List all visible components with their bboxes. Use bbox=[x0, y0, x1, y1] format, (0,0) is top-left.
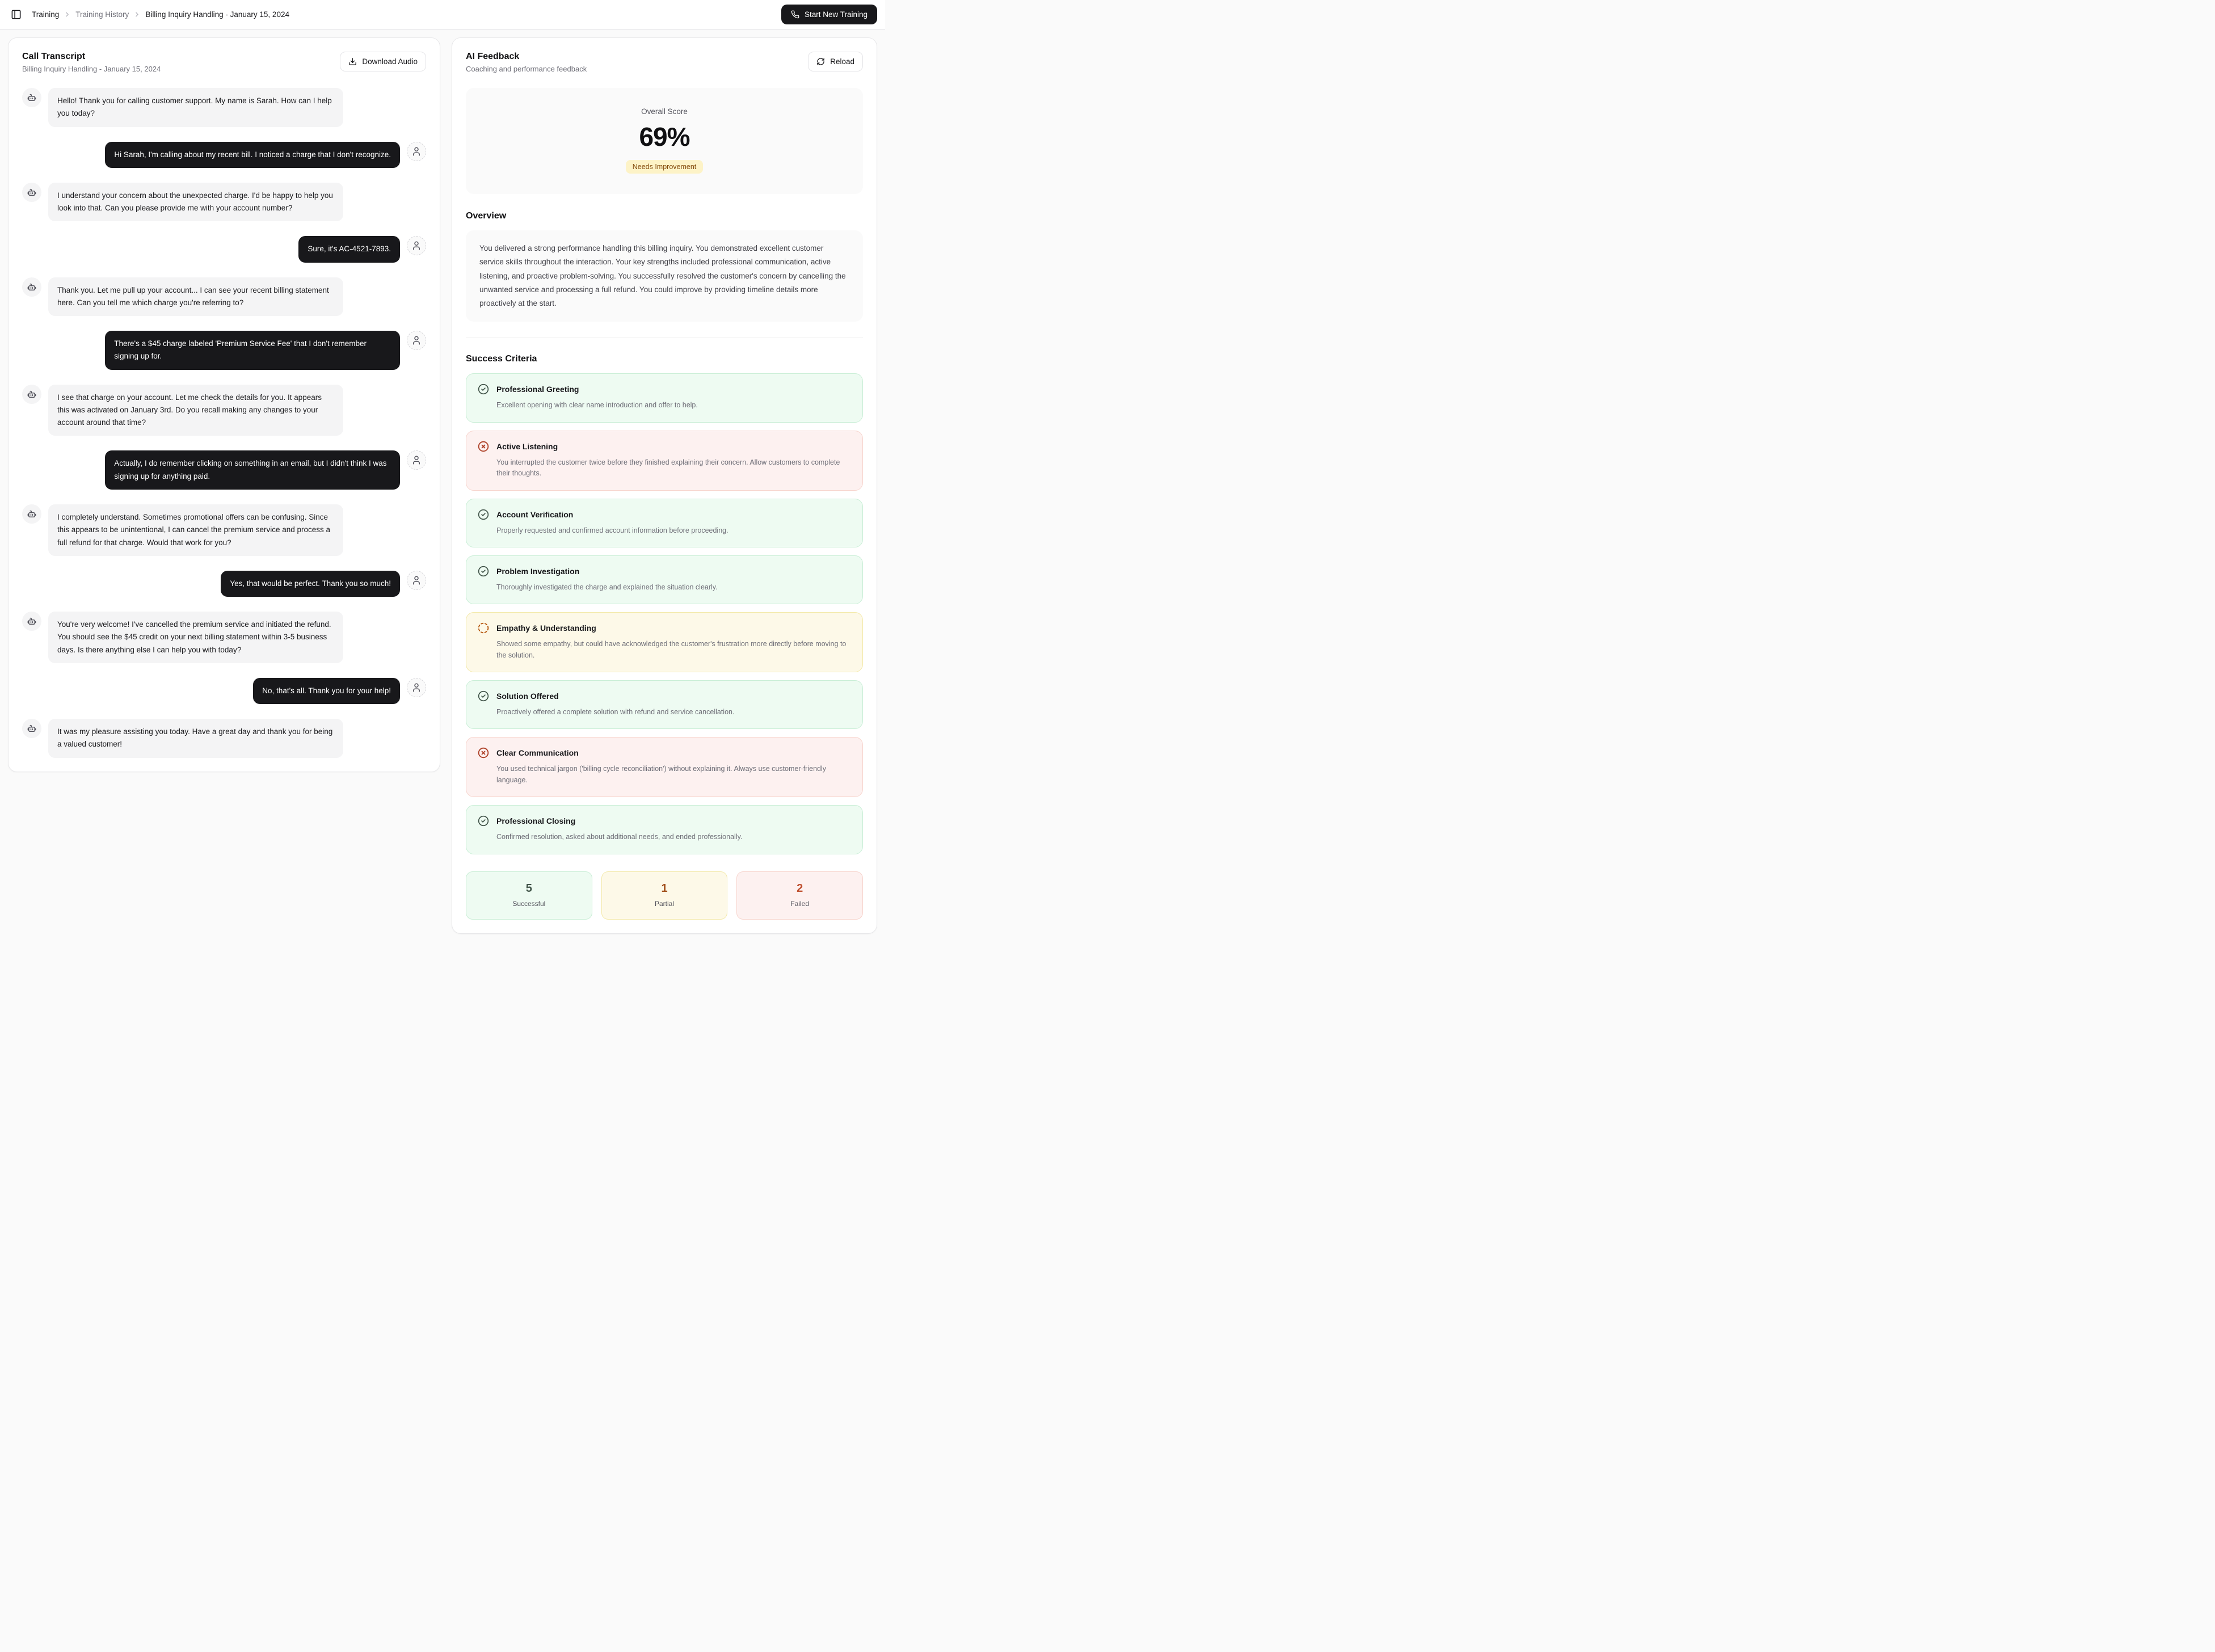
failed-label: Failed bbox=[790, 899, 810, 908]
bot-icon bbox=[27, 187, 37, 197]
criteria-description: Excellent opening with clear name introduction and offer to help. bbox=[496, 401, 698, 410]
check-circle-icon bbox=[478, 690, 489, 702]
start-new-training-label: Start New Training bbox=[804, 10, 868, 19]
breadcrumb-training-history[interactable]: Training History bbox=[75, 10, 129, 19]
criteria-title: Active Listening bbox=[496, 441, 558, 451]
message-row-user bbox=[22, 331, 426, 370]
user-icon bbox=[411, 682, 422, 693]
reload-label: Reload bbox=[830, 57, 854, 66]
avatar bbox=[407, 678, 426, 697]
check-circle-icon bbox=[478, 509, 489, 520]
message-bubble: Hi Sarah, I'm calling about my recent bill. I noticed a charge that I don't recognize. bbox=[105, 142, 400, 168]
overall-score-value: 69% bbox=[639, 122, 690, 151]
bot-icon bbox=[27, 389, 37, 399]
avatar bbox=[22, 612, 41, 631]
check-circle-icon bbox=[478, 566, 489, 577]
x-circle-icon bbox=[478, 747, 489, 758]
criteria-title: Clear Communication bbox=[496, 748, 579, 758]
message-row-agent bbox=[22, 88, 426, 127]
message-row-user bbox=[22, 678, 426, 704]
message-row-agent bbox=[22, 277, 426, 317]
criteria-description: You used technical jargon ('billing cycle reconciliation') without explaining it. Always use customer-friendly language. bbox=[496, 765, 826, 784]
criteria-title: Professional Closing bbox=[496, 816, 576, 826]
status-badge: Needs Improvement bbox=[626, 160, 704, 174]
avatar bbox=[22, 277, 41, 297]
avatar bbox=[407, 450, 426, 470]
criteria-title: Empathy & Understanding bbox=[496, 623, 596, 633]
avatar bbox=[22, 183, 41, 202]
message-bubble: Sure, it's AC-4521-7893. bbox=[298, 236, 400, 262]
avatar bbox=[22, 88, 41, 107]
chevron-right-icon bbox=[64, 11, 71, 18]
reload-button[interactable] bbox=[808, 52, 863, 71]
x-circle-icon bbox=[478, 441, 489, 452]
criteria-title: Problem Investigation bbox=[496, 566, 580, 576]
avatar bbox=[407, 331, 426, 350]
chevron-right-icon bbox=[133, 11, 141, 18]
start-new-training-button[interactable] bbox=[781, 5, 877, 24]
criteria-title: Solution Offered bbox=[496, 692, 559, 701]
sidebar-toggle-button[interactable] bbox=[8, 7, 24, 23]
avatar bbox=[407, 236, 426, 255]
ai-feedback-panel bbox=[452, 37, 877, 934]
user-icon bbox=[411, 335, 422, 345]
criteria-title: Professional Greeting bbox=[496, 385, 579, 394]
user-icon bbox=[411, 575, 422, 585]
transcript-title: Call Transcript bbox=[22, 52, 86, 61]
refresh-icon bbox=[816, 57, 825, 66]
user-icon bbox=[411, 241, 422, 251]
user-icon bbox=[411, 146, 422, 157]
criteria-description: Confirmed resolution, asked about additional needs, and ended professionally. bbox=[496, 833, 743, 841]
criteria-card-empathy-understanding bbox=[466, 612, 863, 672]
message-list bbox=[22, 88, 426, 758]
download-icon bbox=[348, 57, 357, 66]
message-bubble: It was my pleasure assisting you today. Have a great day and thank you for being a valued customer! bbox=[48, 719, 343, 758]
feedback-subtitle: Coaching and performance feedback bbox=[466, 65, 587, 73]
criteria-summary bbox=[466, 871, 863, 920]
bot-icon bbox=[27, 92, 37, 103]
successful-count: 5 bbox=[525, 882, 532, 895]
criteria-description: Properly requested and confirmed account information before proceeding. bbox=[496, 526, 728, 534]
success-criteria-heading: Success Criteria bbox=[466, 354, 537, 364]
criteria-card-active-listening bbox=[466, 431, 863, 491]
message-row-agent bbox=[22, 719, 426, 758]
bot-icon bbox=[27, 282, 37, 292]
breadcrumb-current-page: Billing Inquiry Handling - January 15, 2024 bbox=[145, 10, 289, 19]
top-bar bbox=[0, 0, 885, 30]
avatar bbox=[22, 385, 41, 404]
criteria-description: Showed some empathy, but could have acknowledged the customer's frustration more directly before moving to the solution. bbox=[496, 640, 847, 659]
overview-text: You delivered a strong performance handling this billing inquiry. You demonstrated excellent customer service skills throughout the interaction. Your key strengths included professional communication, active listening, and proactive problem-solving. You successfully resolved the customer's concern by cancelling the unwanted service and processing a full refund. You could improve by providing timeline details more proactively at the start. bbox=[466, 230, 863, 322]
check-circle-icon bbox=[478, 815, 489, 827]
message-bubble: I completely understand. Sometimes promotional offers can be confusing. Since this appears to be unintentional, I can cancel the premium service and process a full refund for that charge. Would that work for you? bbox=[48, 504, 343, 556]
summary-card-partial bbox=[601, 871, 728, 920]
message-row-user bbox=[22, 236, 426, 262]
criteria-card-professional-greeting bbox=[466, 373, 863, 422]
criteria-description: Proactively offered a complete solution with refund and service cancellation. bbox=[496, 708, 735, 717]
summary-card-successful bbox=[466, 871, 592, 920]
criteria-title: Account Verification bbox=[496, 509, 574, 519]
breadcrumb-training[interactable]: Training bbox=[32, 10, 60, 19]
breadcrumb bbox=[32, 10, 289, 19]
overview-heading: Overview bbox=[466, 211, 507, 221]
message-bubble: Hello! Thank you for calling customer support. My name is Sarah. How can I help you today? bbox=[48, 88, 343, 127]
criteria-card-clear-communication bbox=[466, 737, 863, 797]
criteria-card-professional-closing bbox=[466, 805, 863, 854]
message-row-agent bbox=[22, 504, 426, 556]
bot-icon bbox=[27, 616, 37, 626]
partial-label: Partial bbox=[655, 899, 675, 908]
phone-icon bbox=[791, 10, 799, 19]
message-bubble: Yes, that would be perfect. Thank you so much! bbox=[221, 571, 400, 597]
summary-card-failed bbox=[736, 871, 863, 920]
feedback-title: AI Feedback bbox=[466, 52, 520, 61]
message-bubble: There's a $45 charge labeled 'Premium Service Fee' that I don't remember signing up for. bbox=[105, 331, 400, 370]
message-row-user bbox=[22, 571, 426, 597]
avatar bbox=[22, 504, 41, 524]
criteria-card-account-verification bbox=[466, 499, 863, 547]
avatar bbox=[407, 571, 426, 590]
panel-left-icon bbox=[11, 9, 22, 20]
transcript-subtitle: Billing Inquiry Handling - January 15, 2024 bbox=[22, 65, 161, 73]
criteria-description: You interrupted the customer twice before they finished explaining their concern. Allow customers to complete their thoughts. bbox=[496, 458, 840, 478]
bot-icon bbox=[27, 509, 37, 519]
overall-score-card bbox=[466, 88, 863, 194]
user-icon bbox=[411, 455, 422, 465]
successful-label: Successful bbox=[512, 899, 546, 908]
message-bubble: No, that's all. Thank you for your help! bbox=[253, 678, 400, 704]
avatar bbox=[407, 142, 426, 161]
message-row-user bbox=[22, 450, 426, 490]
bot-icon bbox=[27, 723, 37, 734]
message-row-agent bbox=[22, 612, 426, 663]
call-transcript-panel bbox=[8, 37, 440, 772]
message-bubble: I understand your concern about the unexpected charge. I'd be happy to help you look into that. Can you please provide me with your account number? bbox=[48, 183, 343, 222]
avatar bbox=[22, 719, 41, 738]
criteria-list bbox=[466, 373, 863, 854]
criteria-card-problem-investigation bbox=[466, 555, 863, 604]
criteria-description: Thoroughly investigated the charge and explained the situation clearly. bbox=[496, 583, 718, 591]
message-row-agent bbox=[22, 183, 426, 222]
overall-score-label: Overall Score bbox=[641, 107, 688, 116]
criteria-card-solution-offered bbox=[466, 680, 863, 729]
dashed-circle-icon bbox=[478, 622, 489, 634]
download-audio-button[interactable] bbox=[340, 52, 426, 71]
download-audio-label: Download Audio bbox=[362, 57, 418, 66]
partial-count: 1 bbox=[661, 882, 668, 895]
message-bubble: Thank you. Let me pull up your account... I can see your recent billing statement here. Can you tell me which charge you're referring to? bbox=[48, 277, 343, 317]
message-bubble: I see that charge on your account. Let me check the details for you. It appears this was activated on January 3rd. Do you recall making any changes to your account around that time? bbox=[48, 385, 343, 436]
failed-count: 2 bbox=[797, 882, 803, 895]
message-bubble: Actually, I do remember clicking on something in an email, but I didn't think I was signing up for anything paid. bbox=[105, 450, 400, 490]
check-circle-icon bbox=[478, 384, 489, 395]
message-row-user bbox=[22, 142, 426, 168]
message-bubble: You're very welcome! I've cancelled the premium service and initiated the refund. You should see the $45 credit on your next billing statement within 3-5 business days. Is there anything else I can help you with today? bbox=[48, 612, 343, 663]
message-row-agent bbox=[22, 385, 426, 436]
